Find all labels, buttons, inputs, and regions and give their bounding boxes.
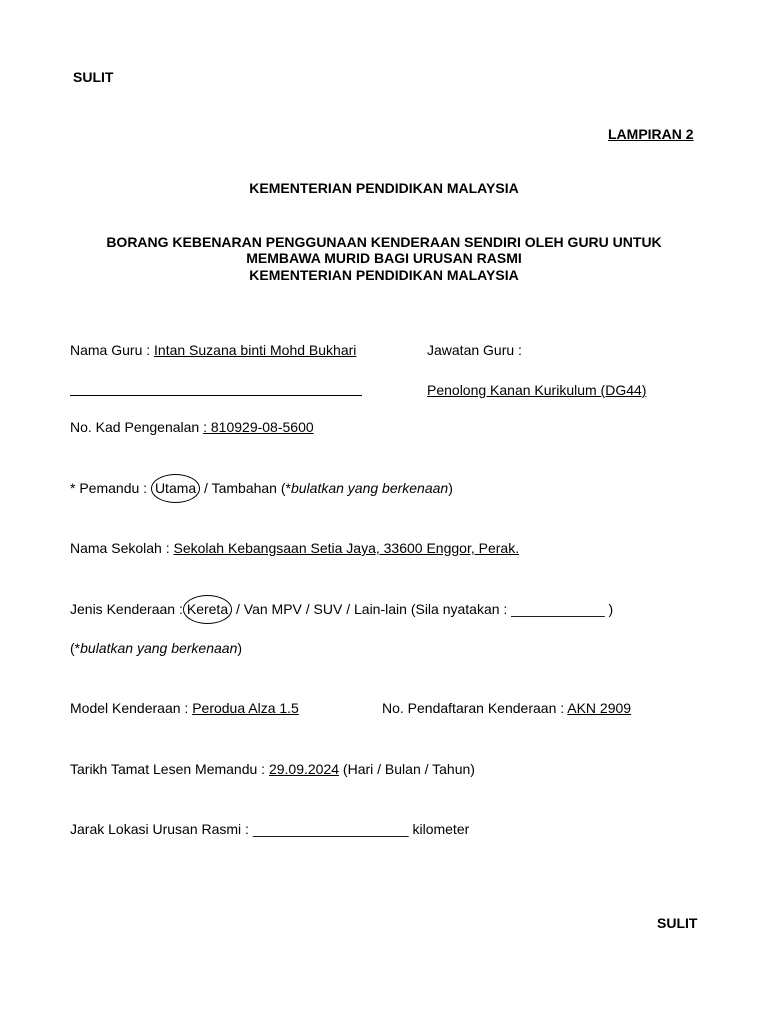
model-kenderaan-label: Model Kenderaan : — [70, 700, 193, 716]
jenis-kenderaan-close: ) — [604, 601, 614, 617]
jawatan-guru-label: Jawatan Guru : — [427, 342, 522, 358]
jenis-kenderaan-row — [70, 601, 613, 618]
jenis-kenderaan-options: / Van MPV / SUV / Lain-lain (Sila nyatakan : — [232, 601, 512, 617]
ministry-heading: KEMENTERIAN PENDIDIKAN MALAYSIA — [249, 180, 519, 196]
sulit-bottom: SULIT — [657, 915, 698, 931]
jarak-unit: kilometer — [408, 821, 470, 837]
nama-guru-continuation-line[interactable] — [70, 395, 362, 396]
jenis-note-close: ) — [237, 640, 243, 656]
pemandu-label: * Pemandu : — [70, 480, 151, 496]
pendaftaran-value[interactable]: AKN 2909 — [567, 700, 632, 716]
model-kenderaan-row — [70, 700, 299, 717]
jarak-row — [70, 821, 469, 838]
jawatan-guru-value[interactable]: Penolong Kanan Kurikulum (DG44) — [427, 382, 647, 398]
tarikh-lesen-row — [70, 761, 475, 778]
jenis-kenderaan-selected-circled[interactable]: Kereta — [183, 595, 232, 624]
jarak-blank[interactable]: ____________________ — [252, 821, 409, 837]
kad-pengenalan-label: No. Kad Pengenalan — [70, 419, 204, 435]
nama-sekolah-row — [70, 540, 519, 557]
form-title-line3: KEMENTERIAN PENDIDIKAN MALAYSIA — [249, 267, 519, 283]
tarikh-lesen-format: (Hari / Bulan / Tahun) — [339, 761, 475, 777]
lampiran-label: LAMPIRAN 2 — [608, 126, 694, 142]
tarikh-lesen-value[interactable]: 29.09.2024 — [268, 761, 340, 777]
pendaftaran-row — [382, 700, 631, 717]
form-title-line2: MEMBAWA MURID BAGI URUSAN RASMI — [246, 250, 522, 266]
jenis-note: bulatkan yang berkenaan — [80, 640, 238, 656]
pemandu-row — [70, 480, 453, 497]
nama-guru-label: Nama Guru : — [70, 342, 155, 358]
pemandu-note: bulatkan yang berkenaan — [290, 480, 449, 496]
model-kenderaan-value[interactable]: Perodua Alza 1.5 — [192, 700, 299, 716]
nama-sekolah-value[interactable]: Sekolah Kebangsaan Setia Jaya, 33600 Enggor, Perak. — [173, 540, 520, 556]
kad-pengenalan-value[interactable]: : 810929-08-5600 — [203, 419, 314, 435]
sulit-top: SULIT — [73, 69, 114, 85]
jenis-note-open: (* — [70, 640, 81, 656]
jenis-kenderaan-note-row — [70, 640, 242, 657]
nama-guru-row — [70, 342, 356, 359]
pemandu-selected-circled[interactable]: Utama — [151, 474, 200, 503]
pemandu-close: ) — [448, 480, 453, 496]
tarikh-lesen-label: Tarikh Tamat Lesen Memandu : — [70, 761, 269, 777]
nama-guru-value[interactable]: Intan Suzana binti Mohd Bukhari — [154, 342, 357, 358]
pemandu-options: / Tambahan (* — [200, 480, 291, 496]
jarak-label: Jarak Lokasi Urusan Rasmi : — [70, 821, 253, 837]
jenis-kenderaan-label: Jenis Kenderaan : — [70, 601, 183, 617]
pendaftaran-label: No. Pendaftaran Kenderaan : — [382, 700, 568, 716]
jenis-kenderaan-other-blank[interactable]: ____________ — [511, 601, 605, 617]
form-title-line1: BORANG KEBENARAN PENGGUNAAN KENDERAAN SENDIRI OLEH GURU UNTUK — [106, 234, 662, 250]
nama-sekolah-label: Nama Sekolah : — [70, 540, 174, 556]
kad-pengenalan-row — [70, 419, 314, 436]
